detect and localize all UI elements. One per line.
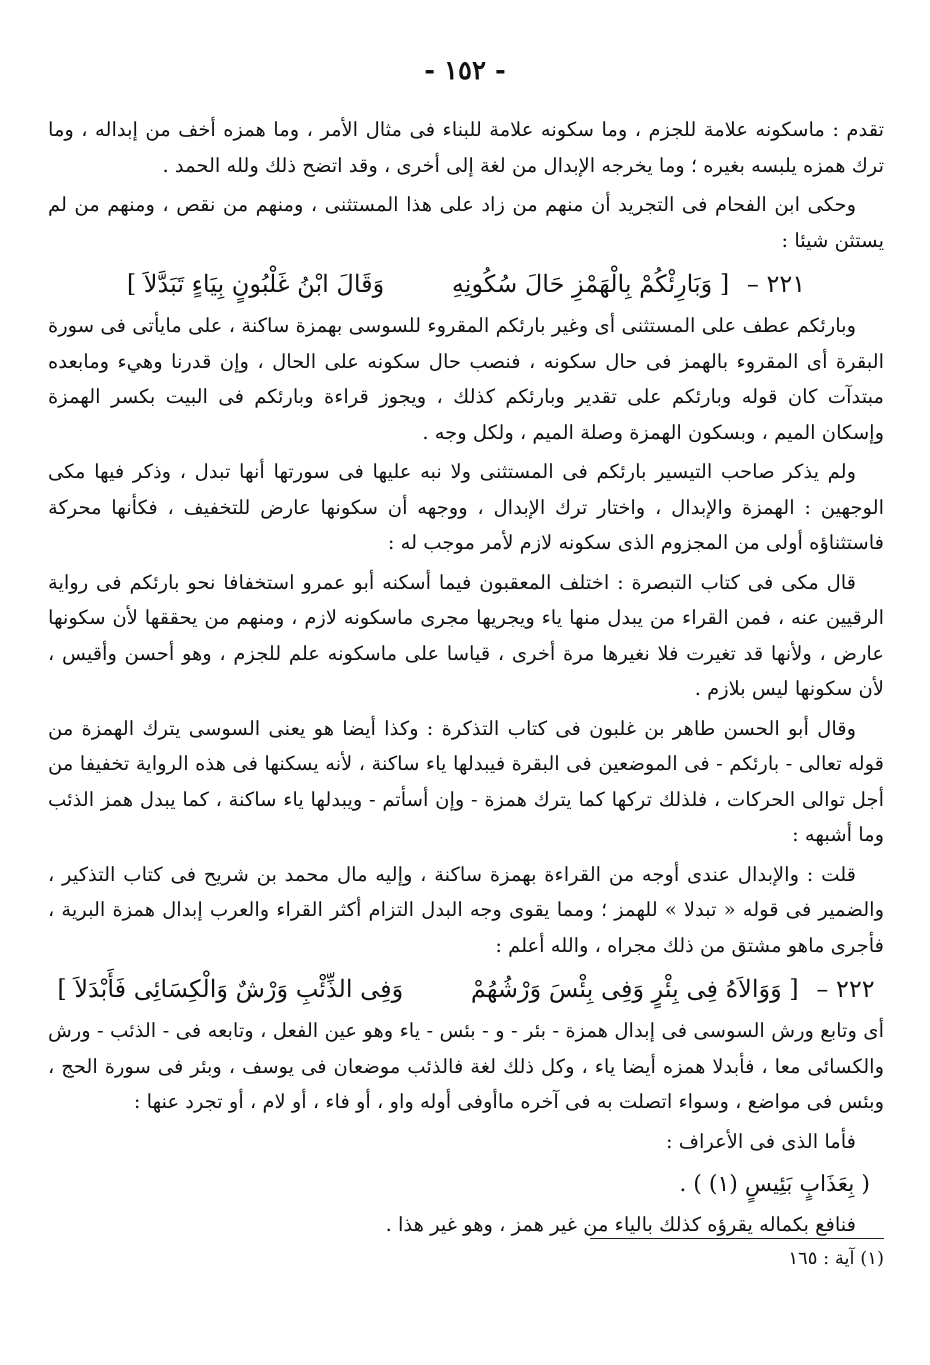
line-araf: فأما الذى فى الأعراف : (665, 1129, 856, 1153)
verse-second-half: وَقَالَ ابْنُ غَلْبُونٍ بِيَاءٍ تَبَدَّلاَ ] (126, 270, 385, 298)
paragraph: قال مكى فى كتاب التبصرة : اختلف المعقبون فيما أسكنه أبو عمرو استخفافا نحو بارئكم فى رواية الرقيين عنه ، فمن القراء من يبدل منها ياء ويجريها مجرى ماسكونه لازم ، ومنهم من يحققها لأن سكونها عارض ، ولأنها قد تغيرت فلا نغيرها مرة أخرى ، قياسا على ماسكونه علم للجزم ، وهو أحسن وأقيس ، لأن سكونها ليس بلازم . (48, 570, 884, 700)
paragraph: أى وتابع ورش السوسى فى إبدال همزة - بئر - و - بئس - ياء وهو عين الفعل ، وتابعه فى - الذئب - ورش والكسائى معا ، فأبدلا همزه أيضا ياء ، وكل ذلك لغة فالذئب موضعان فى يوسف ، وبئر فى سورة الحج ، وبئس فى مواضع ، وسواء اتصلت به فى آخره ماأوفى أوله واو ، أو فاء ، أو لام ، أو تجرد عنها : (48, 1019, 884, 1113)
verse-first-half: [ وَبَارِئْكُمْ بِالْهَمْزِ حَالَ سُكُونِهِ (451, 270, 730, 298)
verse-222 (48, 967, 884, 1011)
verse-221 (48, 262, 884, 306)
quran-quote: ( بِعَذَابٍ بَئِيسٍ (١) ) . (679, 1172, 870, 1197)
paragraph: وقال أبو الحسن طاهر بن غلبون فى كتاب التذكرة : وكذا أيضا هو يعنى السوسى يترك الهمزة من قوله تعالى - بارئكم - فى الموضعين فى البقرة فيبدلها ياء ساكنة ، لأنه يسكنها فى هذه الرواية تخفيفا من أجل توالى الحركات ، فلذلك تركها كما يترك همزة - وإن أسأتم - ويبدلها ياء ساكنة ، كما يبدل همز الذئب وما أشبهه : (48, 716, 884, 846)
verse-number: ٢٢٢ – (816, 975, 875, 1003)
document-body (48, 112, 884, 1247)
paragraph: وبارئكم عطف على المستثنى أى وغير بارئكم المقروء للسوسى بهمزة ساكنة ، على مايأتى فى سورة البقرة أى المقروء بالهمز فى حال سكونه ، فنصب حال سكونه على الحال ، وإن قدرنا وهيء ومابعده مبتدآت كان قوله وبارئكم على تقدير وبارئكم كذلك ، ويجوز قراءة وبارئكم فى البيت بكسر الهمزة وإسكان الميم ، وبسكون الهمزة وصلة الميم ، ولكل وجه . (48, 314, 884, 444)
verse-second-half: وَفِى الذِّئْبِ وَرْشٌ وَالْكِسَائِى فَأَبْدَلاَ ] (57, 975, 404, 1003)
paragraph: وحكى ابن الفحام فى التجريد أن منهم من زاد على هذا المستثنى ، ومنهم من نقص ، ومنهم من لم يستثن شيئا : (48, 193, 884, 252)
line-nafi: فنافع بكماله يقرؤه كذلك بالياء من غير همز ، وهو غير هذا . (385, 1213, 856, 1236)
paragraph: قلت : والإبدال عندى أوجه من القراءة بهمزة ساكنة ، وإليه مال محمد بن شريح فى كتاب التذكير ، والضمير فى قوله « تبدلا » للهمز ؛ ومما يقوى وجه البدل التزام أكثر القراء والعرب إبدال همزة البرية ، فأجرى ماهو مشتق من ذلك مجراه ، والله أعلم : (48, 862, 884, 957)
page-number: - ١٥٢ - (424, 56, 506, 86)
verse-first-half: [ وَوَالاَهُ فِى بِئْرٍ وَفِى بِئْسَ وَرْشُهُمْ (470, 975, 799, 1003)
footnote: (١) آية : ١٦٥ (788, 1248, 884, 1269)
paragraph: تقدم : ماسكونه علامة للجزم ، وما سكونه علامة للبناء فى مثال الأمر ، وما همزه أخف من إبداله ، وما ترك همزه يلبسه بغيره ؛ وما يخرجه الإبدال من لغة إلى أخرى ، وقد اتضح ذلك ولله الحمد . (48, 118, 884, 177)
paragraph: ولم يذكر صاحب التيسير بارئكم فى المستثنى ولا نبه عليها فى سورتها أنها تبدل ، وذكر فيها مكى الوجهين : الهمزة والإبدال ، واختار ترك الإبدال ، ووجهه أن سكونها عارض للتخفيف ، فكأنها محركة فاستثناؤه أولى من المجزوم الذى سكونه لازم لأمر موجب له : (48, 460, 884, 554)
footnote-divider (590, 1238, 884, 1239)
verse-number: ٢٢١ – (746, 270, 806, 298)
